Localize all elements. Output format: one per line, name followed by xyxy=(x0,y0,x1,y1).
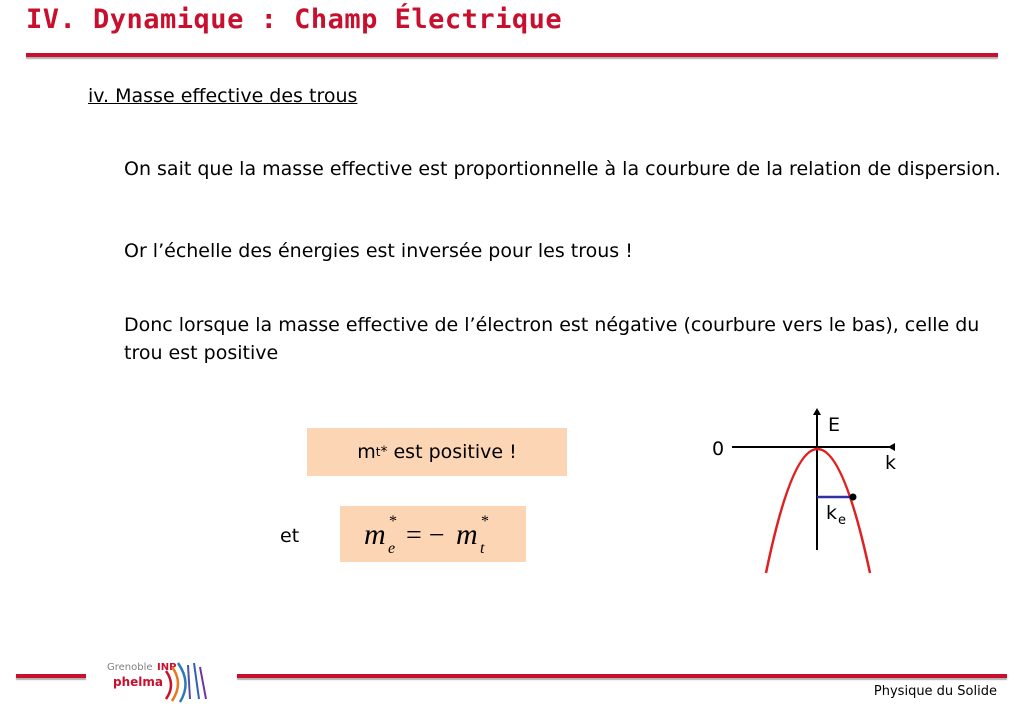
logo-inp: INP xyxy=(157,662,177,673)
eq-lhs-sub: e xyxy=(388,540,396,557)
logo-arc-1 xyxy=(166,671,171,699)
footer-course-name: Physique du Solide xyxy=(873,684,997,699)
logo-grenoble: Grenoble xyxy=(107,662,153,673)
k-axis-arrow xyxy=(888,443,895,451)
mass-subscript: t xyxy=(375,445,381,459)
k-axis-label: k xyxy=(885,452,897,474)
dispersion-diagram xyxy=(700,405,910,580)
eq-lhs-star: * xyxy=(389,513,397,530)
eq-rhs-sub: t xyxy=(480,540,485,557)
logo-bar-1 xyxy=(188,665,190,699)
logo-phelma: phelma xyxy=(113,675,163,689)
e-axis-arrow xyxy=(813,408,821,415)
paragraph-conclusion: Donc lorsque la masse effective de l’électron est négative (courbure vers le bas), celle du trou est positive xyxy=(124,314,980,364)
grenoble-inp-phelma-logo xyxy=(100,655,220,703)
ke-subscript: e xyxy=(838,513,846,528)
eq-lhs-m: m xyxy=(364,518,386,551)
eq-equals: = − xyxy=(406,520,445,551)
paragraph-curvature: On sait que la masse effective est proportionnelle à la courbure de la relation de dispersion. xyxy=(124,158,1001,180)
eq-rhs-m: m xyxy=(456,518,478,551)
mass-equation-box xyxy=(340,506,526,562)
paragraph-energy-scale: Or l’échelle des énergies est inversée pour les trous ! xyxy=(124,240,633,262)
footer-divider-left xyxy=(16,674,86,678)
logo-bar-3 xyxy=(200,667,206,699)
title-divider xyxy=(26,53,998,57)
mass-symbol: m xyxy=(357,441,376,463)
section-subtitle: iv. Masse effective des trous xyxy=(88,85,358,107)
footer-divider-right xyxy=(237,674,1007,678)
positive-mass-box xyxy=(307,428,567,476)
page-title: IV. Dynamique : Champ Électrique xyxy=(26,4,563,35)
positive-text: est positive ! xyxy=(387,441,517,463)
ke-point xyxy=(850,494,857,501)
e-axis-label: E xyxy=(828,414,841,436)
logo-bar-2 xyxy=(194,663,199,699)
mass-equation xyxy=(340,506,526,562)
ke-label: k xyxy=(826,502,838,524)
zero-label: 0 xyxy=(712,438,725,460)
mass-star: * xyxy=(380,444,388,460)
et-label: et xyxy=(280,525,300,547)
eq-rhs-star: * xyxy=(481,513,489,530)
